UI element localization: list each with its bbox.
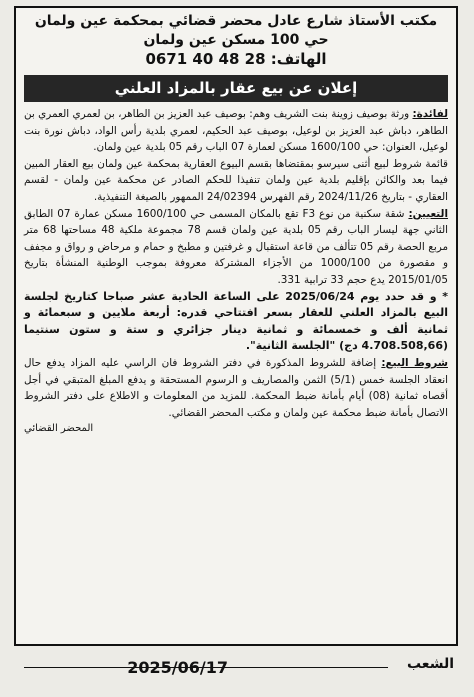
parties-paragraph	[24, 106, 448, 156]
parties-label: لفائدة:	[412, 108, 448, 120]
designation-text: شقة سكنية من نوع F3 تقع بالمكان المسمى حي 1600/100 مسكن عمارة 07 الطابق الثاني جهة ليسار الباب رقم 05 بلدية عين ولمان قسم 78 مجموعة ملكية 48 مساحتها 68 متر مربع الحصة رقم 05 تتألف من قاعة استقبال و غرفتين و مطبخ و حمام و مرحاض و رواق و مجفف و مقصورة من 1000/100 من الأجزاء المشتركة معروفة بموجب الوطنية المنشأة بتاريخ 2015/01/05 يدع حجم 33 ترابية 331.	[24, 207, 449, 286]
office-district-line: حي 100 مسكن عين ولمان	[143, 32, 329, 48]
terms-label: شروط البيع:	[381, 356, 448, 369]
office-header	[16, 8, 456, 69]
office-address-line: مكتب الأستاذ شارع عادل محضر قضائي بمحكمة عين ولمان	[34, 13, 438, 29]
publication-footer	[14, 652, 458, 680]
terms-text: إضافة للشروط المذكورة في دفتر الشروط فان الراسي عليه المزاد يدفع حال انعقاد الجلسة خمس (5/1) الثمن والمصاريف و الرسوم المستحقة و يدفع المبلغ المتبقي في أجل أقصاه ثمانية (08) أيام بأمانة ضبط المحكمة. للمزيد من المعلومات و الاطلاع على دفتر الشروط الاتصال بأمانة ضبط محكمة عين ولمان و مكتب المحضر القضائي.	[24, 356, 448, 419]
conditions-paragraph: قائمة شروط لبيع أثنى سيرسو بمقتضاها بقسم البيوع العقارية بمحكمة عين ولمان بيع العقار المبين فيما بعد والكائن بإقليم بلدية عين ولمان تنفيذا للحكم الصادر عن محكمة عين ولمان - لقسم العقاري - بتاريخ 2024/11/26 رقم الفهرس 24/02394 الممهور بالصيغة التنفيذية.	[24, 157, 448, 203]
announcement-title: إعلان عن بيع عقار بالمزاد العلني	[24, 75, 448, 102]
publication-name: الشعب	[406, 656, 454, 672]
publication-date: 2025/06/17	[127, 658, 228, 677]
announcement-body	[16, 106, 456, 438]
footer-divider	[24, 667, 388, 668]
designation-label: التعيين:	[408, 207, 449, 220]
parties-text: ورثة بوصيف زوينة بنت الشريف وهم: بوصيف عبد العزيز بن الطاهر، بن لعمري العمري بن الطاهر، دباش عبد العزيز بن لوعيل، بوصيف عبد الحكيم، لعمري بلدية رأس الواد، دباش نورة بنت لوعيل، العنوان: حي 1600/100 مسكن لعمارة 07 الباب رقم 05 بلدية عين ولمان.	[24, 108, 448, 154]
auction-paragraph: * و قد حدد يوم 2025/06/24 على الساعة الحادية عشر صباحا كتاريخ لجلسة البيع بالمزاد العلني للعقار بسعر افتتاحي قدره: أربعة ملايين و سبعمائة و ثمانية ألف و خمسمائة و ثمانية دينار جزائري و ستة و ستون سنتيما (4.708.508,66 دج) "الجلسة الثانية".	[24, 289, 449, 353]
designation-paragraph	[24, 206, 448, 289]
announcement-page	[14, 6, 458, 646]
signature-line: المحضر القضائي	[24, 423, 94, 435]
terms-paragraph	[24, 355, 448, 421]
office-phone: الهاتف: 28 48 40 0671	[145, 50, 327, 68]
